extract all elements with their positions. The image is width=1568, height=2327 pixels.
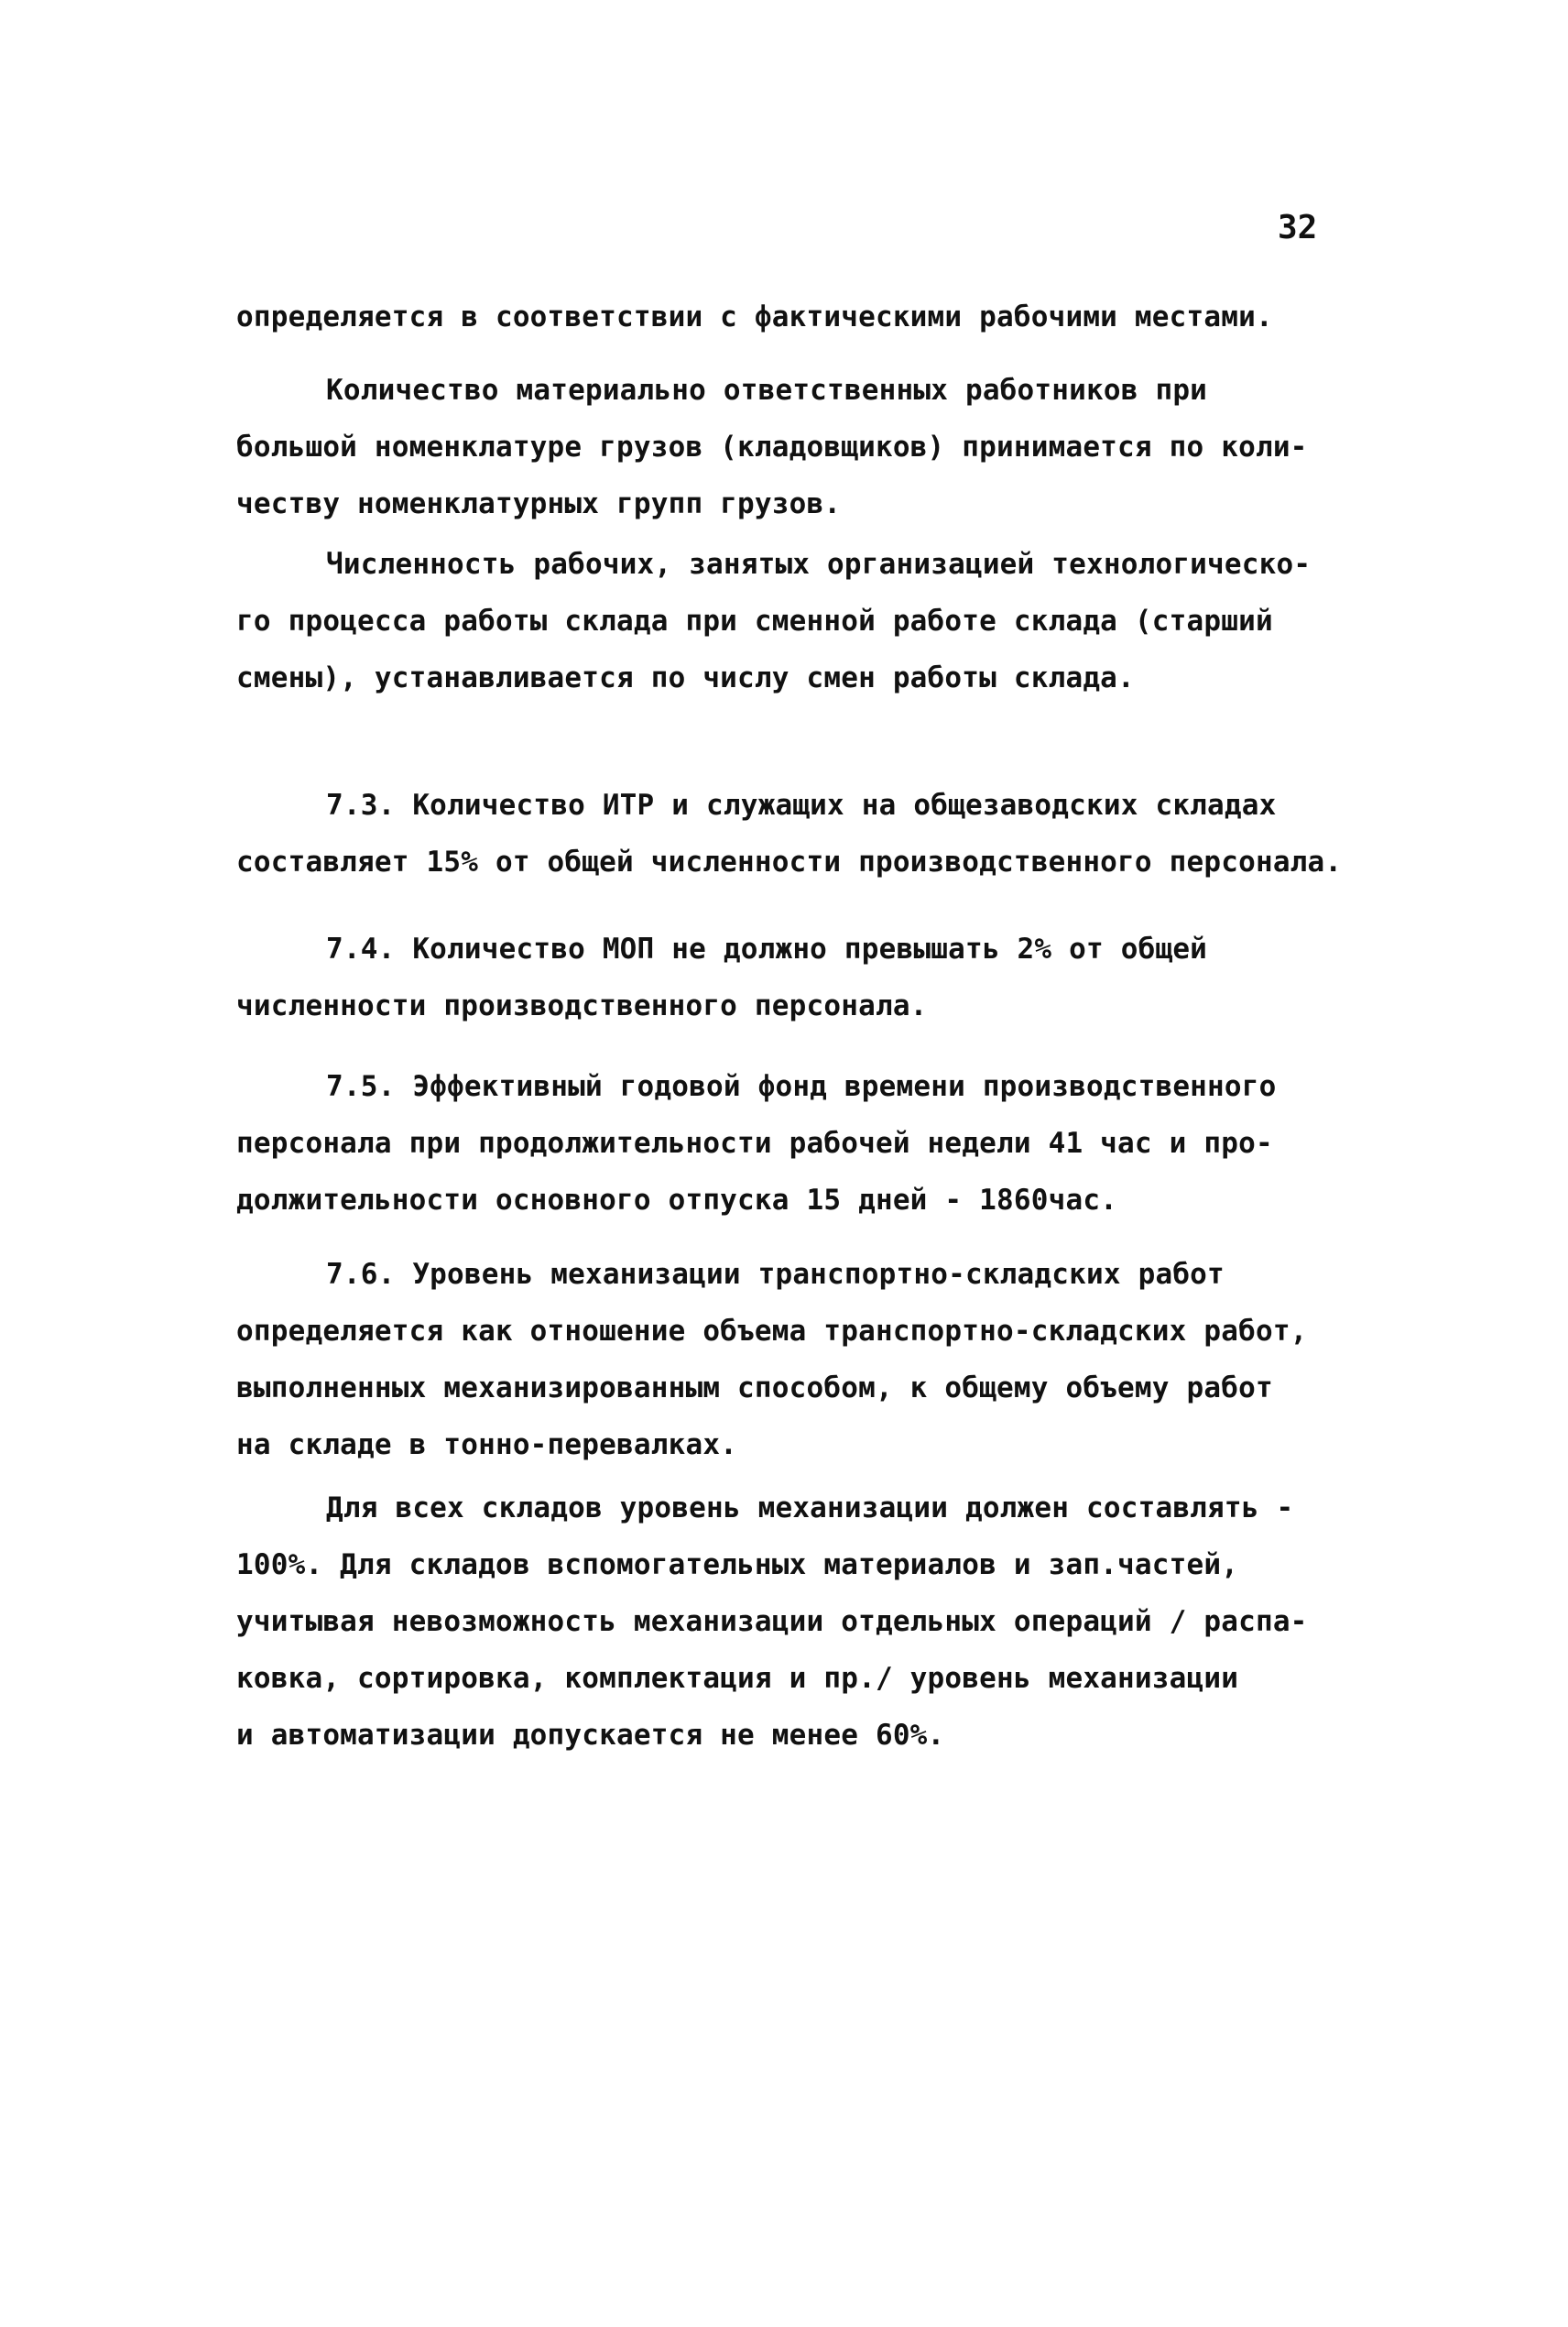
paragraph-1 (236, 289, 1390, 345)
text-line: и автоматизации допускается не менее 60%. (236, 1719, 945, 1752)
text-line: определяется как отношение объема транспортно-складских работ, (236, 1315, 1308, 1348)
text-line: учитывая невозможность механизации отдельных операций / распа- (236, 1605, 1308, 1638)
text-line: Для всех складов уровень механизации должен составлять - (326, 1491, 1294, 1524)
text-line: 7.4. Количество МОП не должно превышать 2% от общей (326, 933, 1208, 966)
text-line: на складе в тонно-перевалках. (236, 1428, 738, 1461)
paragraph-2 (236, 362, 1390, 532)
section-7-5 (236, 1058, 1390, 1229)
page-number: 32 (1278, 209, 1318, 246)
text-line: честву номенклатурных групп грузов. (236, 487, 842, 520)
text-line: Количество материально ответственных работников при (326, 374, 1208, 407)
text-line: 7.3. Количество ИТР и служащих на общезаводских складах (326, 789, 1277, 822)
text-line: смены), устанавливается по числу смен работы склада. (236, 661, 1135, 694)
text-line: персонала при продолжительности рабочей недели 41 час и про- (236, 1127, 1273, 1160)
section-7-4 (236, 921, 1390, 1034)
section-7-3 (236, 777, 1390, 890)
text-line: численности производственного персонала. (236, 989, 928, 1022)
text-line: составляет 15% от общей численности производственного персонала. (236, 846, 1343, 879)
text-line: 7.5. Эффективный годовой фонд времени производственного (326, 1070, 1277, 1103)
paragraph-mechanization-level (236, 1480, 1390, 1764)
paragraph-3 (236, 536, 1390, 706)
section-7-6 (236, 1246, 1390, 1473)
text-line: 7.6. Уровень механизации транспортно-складских работ (326, 1258, 1225, 1291)
text-line: должительности основного отпуска 15 дней - 1860час. (236, 1184, 1118, 1217)
text-line: ковка, сортировка, комплектация и пр./ уровень механизации (236, 1662, 1239, 1695)
text-line: 100%. Для складов вспомогательных материалов и зап.частей, (236, 1548, 1239, 1581)
text-line: Численность рабочих, занятых организацией технологическо- (326, 548, 1312, 581)
text-line: большой номенклатуре грузов (кладовщиков) принимается по коли- (236, 431, 1308, 464)
text-line: го процесса работы склада при сменной работе склада (старший (236, 605, 1273, 638)
text-line: определяется в соответствии с фактическими рабочими местами. (236, 300, 1273, 333)
text-line: выполненных механизированным способом, к общему объему работ (236, 1371, 1273, 1404)
